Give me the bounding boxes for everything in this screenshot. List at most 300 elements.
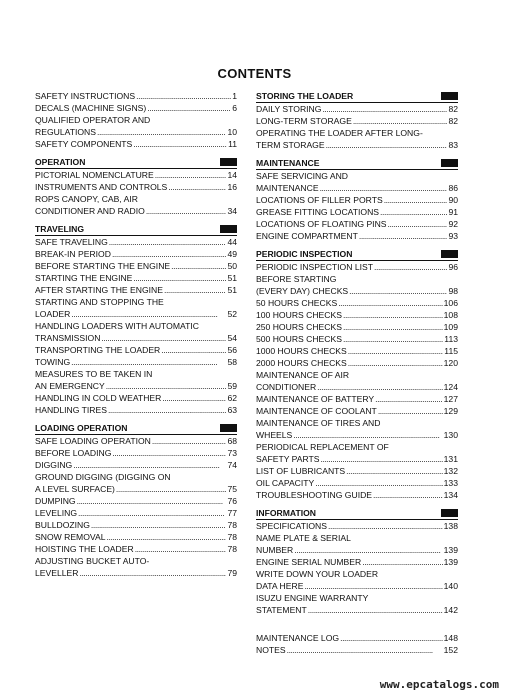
toc-entry[interactable] (256, 520, 458, 532)
toc-entry-title: CONDITIONER AND RADIO (35, 206, 145, 216)
toc-entry[interactable] (35, 459, 237, 471)
toc-section (35, 156, 237, 217)
dot-leader (171, 260, 226, 272)
toc-entry-title: DIGGING (35, 460, 73, 470)
dot-leader (91, 519, 227, 531)
section-heading-label: STORING THE LOADER (256, 91, 354, 101)
toc-entry-title: SAFE LOADING OPERATION (35, 436, 151, 446)
toc-entry-title: SAFETY COMPONENTS (35, 139, 133, 149)
toc-entry[interactable] (35, 181, 237, 193)
toc-entry-page: 109 (443, 322, 458, 332)
toc-entry-page: 49 (227, 249, 237, 259)
section-gap (256, 622, 458, 632)
dot-leader (359, 230, 448, 242)
toc-entry[interactable] (256, 632, 458, 644)
toc-entry-title: ISUZU ENGINE WARRANTY (256, 593, 369, 603)
dot-leader (388, 218, 448, 230)
toc-entry-page: 108 (443, 310, 458, 320)
toc-entry[interactable] (35, 507, 237, 519)
toc-entry-title: (EVERY DAY) CHECKS (256, 286, 349, 296)
toc-entry[interactable] (35, 471, 237, 483)
toc-entry-title: SNOW REMOVAL (35, 532, 106, 542)
toc-entry-page: 11 (228, 139, 237, 149)
toc-entry[interactable] (256, 127, 458, 139)
section-heading (256, 507, 458, 520)
toc-entry[interactable] (35, 284, 237, 296)
toc-entry-title: 1000 HOURS CHECKS (256, 346, 347, 356)
toc-entry[interactable] (256, 333, 458, 345)
toc-entry-page: 152 (443, 645, 458, 655)
toc-entry-title: OPERATING THE LOADER AFTER LONG- (256, 128, 423, 138)
toc-entry[interactable] (35, 567, 237, 579)
toc-entry[interactable] (256, 345, 458, 357)
dot-leader (374, 261, 447, 273)
dot-leader (161, 344, 226, 356)
dot-leader (168, 181, 226, 193)
toc-entry[interactable] (35, 308, 237, 320)
dot-leader (375, 393, 443, 405)
toc-entry-title: LIST OF LUBRICANTS (256, 466, 346, 476)
dot-leader (321, 453, 443, 465)
dot-leader (79, 567, 226, 579)
toc-entry-title: PICTORIAL NOMENCLATURE (35, 170, 154, 180)
toc-entry[interactable] (35, 392, 237, 404)
section-heading (256, 248, 458, 261)
toc-right-column (256, 90, 458, 662)
section-tab-marker (441, 250, 458, 258)
dot-leader (135, 543, 227, 555)
toc-entry[interactable] (35, 102, 237, 114)
toc-entry-page: 96 (448, 262, 458, 272)
toc-section (256, 90, 458, 151)
toc-entry-title: DECALS (MACHINE SIGNS) (35, 103, 147, 113)
toc-entry[interactable] (256, 273, 458, 285)
toc-entry-title: WHEELS (256, 430, 293, 440)
toc-entry-page: 78 (227, 544, 237, 554)
toc-entry-title: STARTING THE ENGINE (35, 273, 133, 283)
toc-entry-title: LONG-TERM STORAGE (256, 116, 352, 126)
toc-entry-title: TROUBLESHOOTING GUIDE (256, 490, 373, 500)
toc-entry[interactable] (35, 205, 237, 217)
toc-entry-title: TRANSPORTING THE LOADER (35, 345, 161, 355)
dot-leader (317, 381, 443, 393)
dot-leader (373, 489, 443, 501)
toc-entry[interactable] (256, 170, 458, 182)
dot-leader (328, 520, 443, 532)
toc-entry-page: 91 (448, 207, 458, 217)
toc-entry-title: HOISTING THE LOADER (35, 544, 134, 554)
toc-entry[interactable] (35, 555, 237, 567)
toc-entry-page: 98 (448, 286, 458, 296)
dot-leader (155, 169, 227, 181)
toc-entry[interactable] (256, 139, 458, 151)
dot-leader (287, 644, 443, 656)
toc-section (35, 422, 237, 579)
toc-entry-title: SPECIFICATIONS (256, 521, 327, 531)
toc-entry[interactable] (256, 309, 458, 321)
toc-entry-page: 63 (227, 405, 237, 415)
dot-leader (343, 309, 443, 321)
toc-section (256, 157, 458, 242)
toc-entry-title: MEASURES TO BE TAKEN IN (35, 369, 153, 379)
toc-entry-title: HANDLING TIRES (35, 405, 107, 415)
toc-entry-title: DATA HERE (256, 581, 304, 591)
dot-leader (164, 284, 226, 296)
dot-leader (152, 435, 227, 447)
dot-leader (353, 115, 448, 127)
section-tab-marker (220, 225, 237, 233)
toc-entry[interactable] (256, 644, 458, 656)
toc-entry[interactable] (35, 356, 237, 368)
toc-entry[interactable] (256, 285, 458, 297)
toc-entry[interactable] (35, 483, 237, 495)
toc-entry[interactable] (256, 115, 458, 127)
dot-leader (71, 308, 226, 320)
toc-entry[interactable] (35, 114, 237, 126)
dot-leader (348, 357, 443, 369)
toc-entry[interactable] (35, 447, 237, 459)
toc-entry[interactable] (35, 531, 237, 543)
dot-leader (362, 556, 442, 568)
toc-entry-title: A LEVEL SURFACE) (35, 484, 115, 494)
toc-entry-title: 50 HOURS CHECKS (256, 298, 338, 308)
dot-leader (112, 248, 227, 260)
toc-entry[interactable] (35, 320, 237, 332)
toc-entry-title: INSTRUMENTS AND CONTROLS (35, 182, 168, 192)
dot-leader (133, 138, 227, 150)
toc-entry[interactable] (35, 248, 237, 260)
dot-leader (73, 459, 226, 471)
toc-entry-title: 2000 HOURS CHECKS (256, 358, 347, 368)
toc-entry[interactable] (256, 206, 458, 218)
toc-entry-page: 93 (448, 231, 458, 241)
toc-entry[interactable] (35, 519, 237, 531)
toc-entry-title: QUALIFIED OPERATOR AND (35, 115, 151, 125)
toc-entry-title: TERM STORAGE (256, 140, 325, 150)
toc-entry-page: 44 (227, 237, 237, 247)
section-heading-label: TRAVELING (35, 224, 85, 234)
toc-entry-title: CONDITIONER (256, 382, 317, 392)
toc-entry-page: 131 (443, 454, 458, 464)
toc-entry-title: TOWING (35, 357, 71, 367)
toc-entry[interactable] (256, 556, 458, 568)
toc-entry-page: 86 (448, 183, 458, 193)
dot-leader (326, 139, 448, 151)
toc-entry-page: 50 (227, 261, 237, 271)
toc-entry[interactable] (256, 477, 458, 489)
toc-entry-page: 14 (227, 170, 237, 180)
toc-entry-page: 77 (227, 508, 237, 518)
dot-leader (71, 356, 226, 368)
toc-entry[interactable] (35, 126, 237, 138)
toc-entry[interactable] (35, 296, 237, 308)
toc-entry-title: STATEMENT (256, 605, 307, 615)
toc-section (256, 507, 458, 616)
dot-leader (304, 580, 442, 592)
toc-entry-page: 73 (227, 448, 237, 458)
toc-entry[interactable] (256, 381, 458, 393)
toc-entry[interactable] (35, 435, 237, 447)
toc-entry-page: 51 (227, 273, 237, 283)
toc-entry-page: 78 (227, 532, 237, 542)
dot-leader (293, 429, 442, 441)
toc-entry-title: PERIODIC INSPECTION LIST (256, 262, 373, 272)
section-tab-marker (220, 424, 237, 432)
toc-entry[interactable] (256, 489, 458, 501)
toc-entry-page: 6 (232, 103, 237, 113)
toc-entry-page: 74 (227, 460, 237, 470)
toc-entry[interactable] (256, 592, 458, 604)
toc-entry[interactable] (35, 169, 237, 181)
dot-leader (109, 236, 227, 248)
toc-entry-page: 82 (448, 116, 458, 126)
toc-entry[interactable] (256, 261, 458, 273)
toc-entry-page: 113 (444, 334, 458, 344)
dot-leader (112, 447, 226, 459)
contents-title: CONTENTS (217, 66, 292, 81)
toc-entry-title: DAILY STORING (256, 104, 322, 114)
dot-leader (380, 206, 447, 218)
toc-entry[interactable] (35, 368, 237, 380)
toc-entry[interactable] (35, 495, 237, 507)
toc-entry-page: 1 (232, 91, 237, 101)
toc-entry[interactable] (256, 393, 458, 405)
toc-entry[interactable] (256, 182, 458, 194)
toc-entry-title: LEVELING (35, 508, 78, 518)
toc-entry-title: ADJUSTING BUCKET AUTO- (35, 556, 150, 566)
toc-entry-page: 56 (227, 345, 237, 355)
toc-entry[interactable] (256, 103, 458, 115)
toc-entry[interactable] (256, 297, 458, 309)
toc-entry-title: 250 HOURS CHECKS (256, 322, 342, 332)
toc-entry-page: 139 (443, 557, 458, 567)
toc-entry[interactable] (256, 405, 458, 417)
toc-entry-title: 100 HOURS CHECKS (256, 310, 342, 320)
toc-entry[interactable] (256, 417, 458, 429)
toc-entry[interactable] (35, 380, 237, 392)
toc-entry-title: MAINTENANCE OF AIR (256, 370, 350, 380)
dot-leader (294, 544, 442, 556)
toc-entry-title: WRITE DOWN YOUR LOADER (256, 569, 379, 579)
toc-entry-title: SAFETY INSTRUCTIONS (35, 91, 136, 101)
dot-leader (116, 483, 227, 495)
toc-entry-page: 139 (443, 545, 458, 555)
section-heading (35, 156, 237, 169)
toc-entry-page: 129 (443, 406, 458, 416)
toc-entry-page: 132 (443, 466, 458, 476)
toc-entry[interactable] (35, 404, 237, 416)
dot-leader (346, 465, 443, 477)
toc-entry-page: 82 (448, 104, 458, 114)
toc-entry-title: BREAK-IN PERIOD (35, 249, 111, 259)
toc-entry[interactable] (256, 465, 458, 477)
toc-entry-title: AFTER STARTING THE ENGINE (35, 285, 163, 295)
section-heading (256, 90, 458, 103)
dot-leader (384, 194, 448, 206)
dot-leader (348, 345, 444, 357)
toc-entry-title: ENGINE SERIAL NUMBER (256, 557, 362, 567)
section-heading (256, 157, 458, 170)
toc-entry-page: 124 (443, 382, 458, 392)
toc-entry-page: 142 (443, 605, 458, 615)
toc-section (35, 223, 237, 416)
toc-entry-page: 78 (227, 520, 237, 530)
dot-leader (97, 126, 226, 138)
toc-entry-page: 130 (443, 430, 458, 440)
dot-leader (322, 103, 447, 115)
toc-entry[interactable] (256, 230, 458, 242)
toc-entry-page: 106 (443, 298, 458, 308)
toc-entry-title: REGULATIONS (35, 127, 96, 137)
toc-entry[interactable] (256, 429, 458, 441)
toc-entry[interactable] (256, 532, 458, 544)
dot-leader (147, 102, 231, 114)
toc-entry-page: 54 (227, 333, 237, 343)
toc-entry-page: 127 (443, 394, 458, 404)
toc-entry-title: BEFORE STARTING THE ENGINE (35, 261, 171, 271)
toc-entry[interactable] (256, 580, 458, 592)
toc-section (256, 248, 458, 501)
dot-leader (107, 531, 227, 543)
toc-entry-title: SAFETY PARTS (256, 454, 320, 464)
section-heading-label: LOADING OPERATION (35, 423, 128, 433)
toc-entry-title: LOCATIONS OF FLOATING PINS (256, 219, 387, 229)
watermark-text: www.epcatalogs.com (379, 678, 499, 691)
dot-leader (349, 285, 447, 297)
toc-entry-title: GREASE FITTING LOCATIONS (256, 207, 380, 217)
toc-entry-title: NAME PLATE & SERIAL (256, 533, 351, 543)
toc-entry[interactable] (35, 138, 237, 150)
dot-leader (146, 205, 227, 217)
toc-entry-title: MAINTENANCE OF COOLANT (256, 406, 377, 416)
dot-leader (108, 404, 226, 416)
toc-entry[interactable] (256, 544, 458, 556)
toc-entry[interactable] (35, 236, 237, 248)
dot-leader (77, 495, 227, 507)
toc-entry-title: GROUND DIGGING (DIGGING ON (35, 472, 171, 482)
dot-leader (162, 392, 226, 404)
toc-entry[interactable] (256, 194, 458, 206)
toc-entry-title: STARTING AND STOPPING THE (35, 297, 164, 307)
toc-entry[interactable] (35, 543, 237, 555)
toc-entry[interactable] (256, 369, 458, 381)
toc-entry-title: 500 HOURS CHECKS (256, 334, 342, 344)
toc-entry[interactable] (256, 321, 458, 333)
toc-entry[interactable] (35, 344, 237, 356)
toc-entry[interactable] (35, 332, 237, 344)
toc-entry[interactable] (256, 441, 458, 453)
toc-entry[interactable] (35, 260, 237, 272)
toc-entry-title: SAFE TRAVELING (35, 237, 108, 247)
toc-entry-title: MAINTENANCE OF TIRES AND (256, 418, 381, 428)
section-heading-label: PERIODIC INSPECTION (256, 249, 353, 259)
section-heading (35, 422, 237, 435)
toc-entry-page: 59 (227, 381, 237, 391)
toc-entry-title: BEFORE LOADING (35, 448, 112, 458)
toc-entry-title: LEVELLER (35, 568, 79, 578)
section-tab-marker (441, 509, 458, 517)
toc-entry-page: 58 (227, 357, 237, 367)
toc-entry[interactable] (35, 90, 237, 102)
toc-section (35, 90, 237, 150)
toc-entry-page: 115 (444, 346, 458, 356)
toc-entry-title: NUMBER (256, 545, 294, 555)
toc-entry-page: 148 (443, 633, 458, 643)
dot-leader (101, 332, 226, 344)
toc-entry-page: 90 (448, 195, 458, 205)
dot-leader (378, 405, 443, 417)
toc-entry-title: AN EMERGENCY (35, 381, 105, 391)
toc-entry-title: HANDLING IN COLD WEATHER (35, 393, 162, 403)
toc-entry-title: LOCATIONS OF FILLER PORTS (256, 195, 383, 205)
toc-entry-page: 134 (443, 490, 458, 500)
dot-leader (343, 333, 443, 345)
toc-entry-page: 16 (227, 182, 237, 192)
toc-entry-title: SAFE SERVICING AND (256, 171, 349, 181)
dot-leader (338, 297, 442, 309)
toc-entry-title: BULLDOZING (35, 520, 90, 530)
toc-entry-title: MAINTENANCE LOG (256, 633, 340, 643)
section-heading (35, 223, 237, 236)
dot-leader (343, 321, 443, 333)
toc-left-column (35, 90, 237, 585)
toc-entry-title: PERIODICAL REPLACEMENT OF (256, 442, 389, 452)
toc-entry-title: OIL CAPACITY (256, 478, 315, 488)
dot-leader (315, 477, 442, 489)
toc-entry-page: 34 (227, 206, 237, 216)
section-heading-label: INFORMATION (256, 508, 316, 518)
section-tab-marker (441, 92, 458, 100)
section-tab-marker (220, 158, 237, 166)
toc-entry-page: 79 (227, 568, 237, 578)
toc-entry-title: TRANSMISSION (35, 333, 101, 343)
toc-entry-page: 83 (448, 140, 458, 150)
toc-entry[interactable] (256, 453, 458, 465)
section-heading-label: OPERATION (35, 157, 86, 167)
toc-entry-page: 120 (443, 358, 458, 368)
dot-leader (136, 90, 231, 102)
section-heading-label: MAINTENANCE (256, 158, 320, 168)
toc-entry-page: 92 (448, 219, 458, 229)
dot-leader (320, 182, 448, 194)
toc-entry-page: 51 (227, 285, 237, 295)
toc-entry-page: 68 (227, 436, 237, 446)
section-tab-marker (441, 159, 458, 167)
toc-section (256, 632, 458, 656)
toc-entry-title: MAINTENANCE (256, 183, 319, 193)
toc-entry-page: 75 (227, 484, 237, 494)
toc-entry-page: 10 (227, 127, 237, 137)
toc-entry-title: MAINTENANCE OF BATTERY (256, 394, 375, 404)
toc-entry-title: ROPS CANOPY, CAB, AIR (35, 194, 138, 204)
toc-entry[interactable] (256, 357, 458, 369)
toc-entry[interactable] (256, 218, 458, 230)
dot-leader (308, 604, 443, 616)
toc-entry-title: ENGINE COMPARTMENT (256, 231, 358, 241)
toc-entry-page: 140 (443, 581, 458, 591)
toc-entry-title: LOADER (35, 309, 71, 319)
toc-entry[interactable] (256, 568, 458, 580)
toc-entry-page: 133 (443, 478, 458, 488)
dot-leader (106, 380, 227, 392)
dot-leader (340, 632, 443, 644)
toc-entry[interactable] (35, 272, 237, 284)
toc-entry[interactable] (256, 604, 458, 616)
toc-entry-title: NOTES (256, 645, 286, 655)
toc-entry-title: BEFORE STARTING (256, 274, 337, 284)
toc-entry[interactable] (35, 193, 237, 205)
toc-entry-page: 76 (227, 496, 237, 506)
